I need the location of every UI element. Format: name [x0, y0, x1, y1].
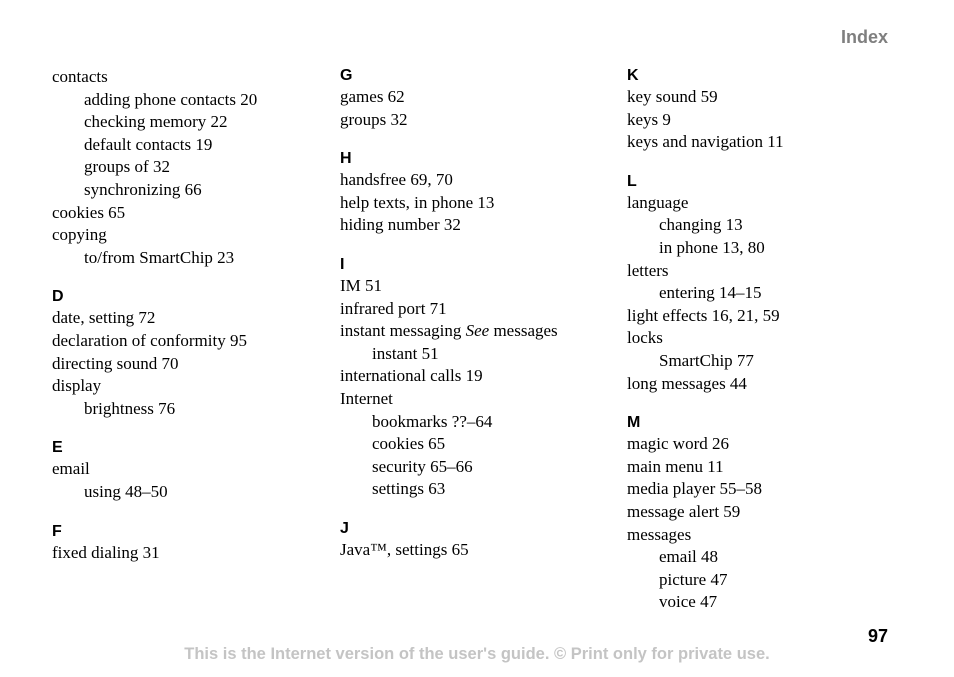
index-subentry: in phone 13, 80: [659, 237, 765, 257]
index-subentry: bookmarks ??–64: [372, 411, 493, 431]
index-entry: fixed dialing 31: [52, 542, 160, 562]
index-entry: [340, 320, 610, 343]
index-entry: directing sound 70: [52, 353, 179, 373]
section-letter: E: [52, 439, 63, 457]
section-gap: [52, 504, 322, 522]
see-reference: See: [465, 321, 490, 341]
index-entry: language: [627, 192, 689, 212]
index-subentry: email 48: [659, 547, 719, 567]
index-entry: copying: [52, 225, 107, 245]
section-letter: G: [340, 67, 353, 84]
index-entry: keys and navigation 11: [627, 132, 784, 152]
section-gap: [340, 501, 610, 519]
index-subentry: changing 13: [659, 215, 743, 235]
index-entry: key sound 59: [627, 87, 718, 106]
index-entry: email: [52, 459, 90, 479]
section-letter: K: [627, 67, 639, 84]
see-target: messages: [493, 321, 558, 341]
index-subentry: security 65–66: [372, 456, 473, 476]
index-entry: keys 9: [627, 109, 671, 129]
section-gap: [340, 237, 610, 255]
index-subentry: checking memory 22: [84, 112, 228, 132]
index-entry: date, setting 72: [52, 308, 156, 328]
index-subentry: groups of 32: [84, 157, 170, 177]
index-entry: international calls 19: [340, 366, 483, 386]
section-letter: L: [627, 172, 637, 190]
index-entry: games 62: [340, 87, 405, 106]
index-subentry: SmartChip 77: [659, 350, 754, 370]
section-gap: [52, 269, 322, 287]
index-entry: infrared port 71: [340, 298, 447, 318]
index-subentry: entering 14–15: [659, 283, 762, 303]
index-entry: messages: [627, 524, 692, 544]
page-number: 97: [867, 626, 888, 646]
section-gap: [340, 131, 610, 149]
index-entry: groups 32: [340, 109, 408, 129]
index-entry: display: [52, 376, 102, 396]
section-letter: D: [52, 288, 64, 306]
index-subentry: voice 47: [659, 592, 718, 612]
index-subentry: default contacts 19: [84, 134, 213, 154]
index-subentry: settings 63: [372, 479, 446, 499]
index-entry: hiding number 32: [340, 215, 461, 235]
index-subentry: adding phone contacts 20: [84, 89, 258, 109]
section-gap: [52, 420, 322, 438]
index-subentry: instant 51: [372, 343, 439, 363]
index-column-1: [52, 66, 322, 564]
section-letter: J: [340, 519, 349, 537]
section-letter: F: [52, 522, 62, 540]
index-subentry: to/from SmartChip 23: [84, 247, 235, 267]
section-letter: I: [340, 255, 345, 273]
index-entry: declaration of conformity 95: [52, 330, 247, 350]
index-entry: Java™, settings 65: [340, 539, 469, 559]
index-subentry: using 48–50: [84, 481, 168, 501]
index-entry: Internet: [340, 388, 393, 408]
footer-notice: This is the Internet version of the user's guide. © Print only for private use.: [184, 645, 770, 663]
index-entry: handsfree 69, 70: [340, 170, 453, 190]
index-entry: main menu 11: [627, 456, 724, 476]
index-entry: letters: [627, 260, 669, 280]
index-entry: cookies 65: [52, 202, 126, 222]
section-gap: [627, 154, 897, 172]
index-subentry: synchronizing 66: [84, 179, 202, 199]
index-subentry: picture 47: [659, 569, 728, 589]
index-subentry: brightness 76: [84, 398, 176, 418]
index-entry: long messages 44: [627, 373, 747, 393]
index-entry: contacts: [52, 67, 108, 86]
section-letter: M: [627, 414, 641, 432]
index-column-2: [340, 66, 610, 562]
index-entry: light effects 16, 21, 59: [627, 305, 780, 325]
index-entry: media player 55–58: [627, 479, 763, 499]
index-column-3: [627, 66, 897, 614]
running-header: Index: [840, 27, 888, 47]
section-letter: H: [340, 150, 352, 168]
index-subentry: cookies 65: [372, 434, 446, 454]
index-entry: IM 51: [340, 275, 383, 295]
section-gap: [627, 395, 897, 413]
entry-text: instant messaging: [340, 321, 462, 341]
index-entry: help texts, in phone 13: [340, 192, 495, 212]
index-entry: locks: [627, 328, 663, 348]
index-entry: magic word 26: [627, 434, 729, 454]
index-entry: message alert 59: [627, 501, 741, 521]
